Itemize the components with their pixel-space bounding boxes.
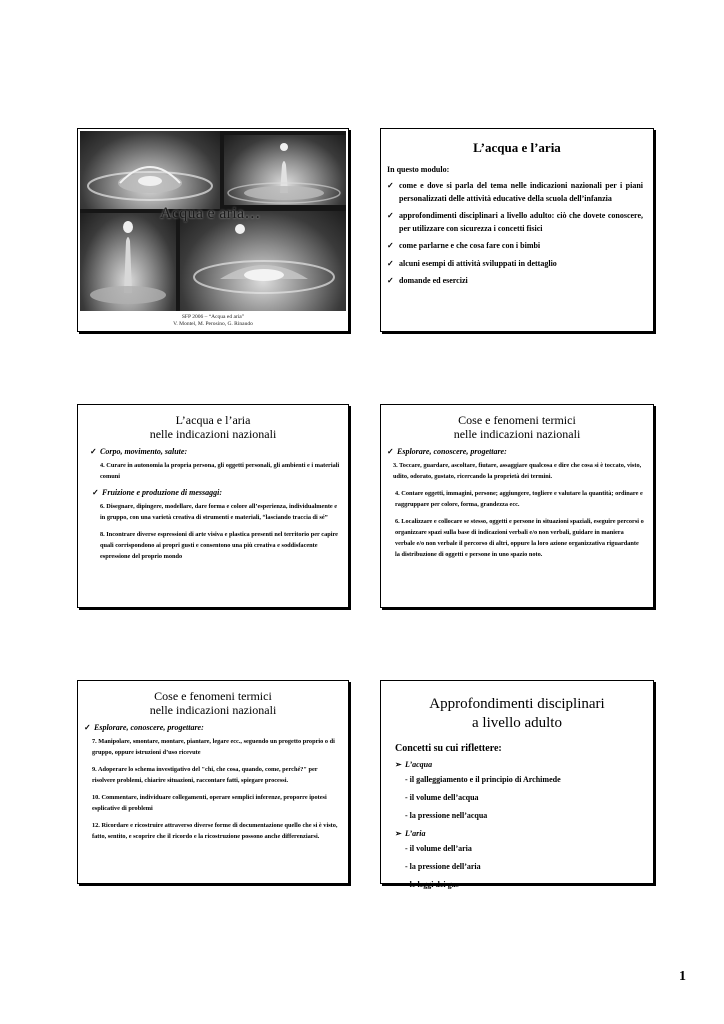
slide-adult-level-topics [380,680,654,889]
presentation-title: Acqua e aria… [160,205,261,222]
bullet-list [381,180,653,288]
check-icon: ✓ [387,258,394,268]
bullet-item: ✓ approfondimenti disciplinari a livello adulto: ciò che dovete conoscere, per utilizzare con sicurezza i concetti fisici [387,211,643,233]
water-drop-collage-image [80,131,346,311]
check-icon: ✓ [90,447,97,456]
slide-title: Cose e fenomeni termici nelle indicazioni nazionali [149,689,277,717]
slide-national-guidelines [77,404,349,608]
topic-item: - il volume dell’aria [405,844,472,853]
slide-thermal-phenomena-1 [380,404,654,608]
paragraph: 9. Adoperare lo schema investigativo del "chi, che cosa, quando, come, perché?" per risolvere problemi, chiarire situazioni, raccontare fatti, spiegare processi. [92,766,318,784]
paragraph: 3. Toccare, guardare, ascoltare, fiutare, assaggiare qualcosa e dire che cosa si è toccato, visto, udito, odorato, gustato, ricercando la proprietà dei termini. [393,462,642,480]
section-heading: ✓ Esplorare, conoscere, progettare: [387,447,507,456]
credit-line-2: V. Montel, M. Perosino, G. Rinaudo [173,321,253,327]
check-icon: ✓ [84,723,91,732]
slide-thermal-phenomena-2 [77,680,349,884]
check-icon: ✓ [387,447,394,456]
topic-item: - la pressione dell’aria [405,862,481,871]
credit-line-1: SFP 2006 – “Acqua ed aria” [181,314,245,320]
water-splash-photo-3 [80,213,176,311]
page-number: 1 [679,969,686,984]
bullet-item: ✓ come parlarne e che cosa fare con i bimbi [387,240,643,253]
slide-intro: In questo modulo: [387,165,450,174]
slide-credits [78,314,348,328]
section-heading: ✓ Fruizione e produzione di messaggi: [92,488,223,497]
water-splash-photo-4 [180,211,346,311]
paragraph: 4. Contare oggetti, immagini, persone; aggiungere, togliere e valutare la quantità; ordinare e raggruppare per colore, forma, grandezza ecc. [395,490,643,508]
paragraph: 10. Commentare, individuare collegamenti, operare semplici inferenze, proporre ipotesi esplicative di problemi [92,794,327,812]
topic-item: - il galleggiamento e il principio di Archimede [405,775,561,784]
water-splash-photo-2 [224,135,346,205]
arrow-bullet-icon: ➢ [395,829,402,838]
check-icon: ✓ [387,211,394,220]
paragraph: 6. Localizzare e collocare se stesso, oggetti e persone in situazioni spaziali, eseguire percorsi o organizzare spazi sulla base di indicazioni verbali e/o non verbali, guidare in maniera verbale e/o non verbale il percorso di altri, oppure la loro azione organizzativa riguardante la distribuzione di oggetti e persone in uno spazio noto. [395,518,644,558]
topic-group-water: ➢ L’acqua [395,760,433,769]
bullet-item: ✓ come e dove si parla del tema nelle indicazioni nazionali per i piani personalizzati delle attività educative della scuola dell’infanzia [387,181,643,203]
slide-title: L’acqua e l’aria [473,140,561,155]
topic-item: - il volume dell’acqua [405,793,479,802]
section-heading: ✓ Corpo, movimento, salute: [90,447,188,456]
arrow-bullet-icon: ➢ [395,760,402,769]
slide-title: Cose e fenomeni termici nelle indicazioni nazionali [453,413,581,441]
topic-item: - la pressione nell’acqua [405,811,488,820]
bullet-item: ✓ domande ed esercizi [387,275,643,288]
slide-title: Approfondimenti disciplinari a livello adulto [429,696,605,731]
slide-title: L’acqua e l’aria nelle indicazioni nazionali [149,413,277,441]
check-icon: ✓ [387,276,394,285]
slide-subtitle: Concetti su cui riflettere: [395,743,502,754]
slide-title-collage [77,128,349,332]
paragraph: 6. Disegnare, dipingere, modellare, dare forma e colore all’esperienza, individualmente e in gruppo, con una varietà creativa di strumenti e materiali, “lasciando traccia di sé” [100,503,338,521]
check-icon: ✓ [92,488,99,497]
water-splash-photo-1 [80,131,220,209]
section-heading: ✓ Esplorare, conoscere, progettare: [84,723,204,732]
topic-item: - le leggi dei gas [405,880,459,889]
paragraph: 12. Ricordare e ricostruire attraverso diverse forme di documentazione quello che si è visto, fatto, sentito, e scoprire che il ricordo e la ricostruzione possono anche differenziarsi. [92,822,338,840]
slide-module-overview [380,128,654,332]
paragraph: 8. Incontrare diverse espressioni di arte visiva e plastica presenti nel territorio per capire quali corrispondono ai propri gusti e consentono una più creativa e soddisfacente espressione del proprio mondo [100,531,338,560]
bullet-item: ✓ alcuni esempi di attività sviluppati in dettaglio [387,258,643,271]
check-icon: ✓ [387,181,394,190]
paragraph: 7. Manipolare, smontare, montare, piantare, legare ecc., seguendo un progetto proprio o di gruppo, oppure istruzioni d’uso ricevute [92,738,335,756]
paragraph: 4. Curare in autonomia la propria persona, gli oggetti personali, gli ambienti e i materiali comuni [100,462,340,480]
check-icon: ✓ [387,241,394,250]
topic-group-air: ➢ L’aria [395,829,426,838]
